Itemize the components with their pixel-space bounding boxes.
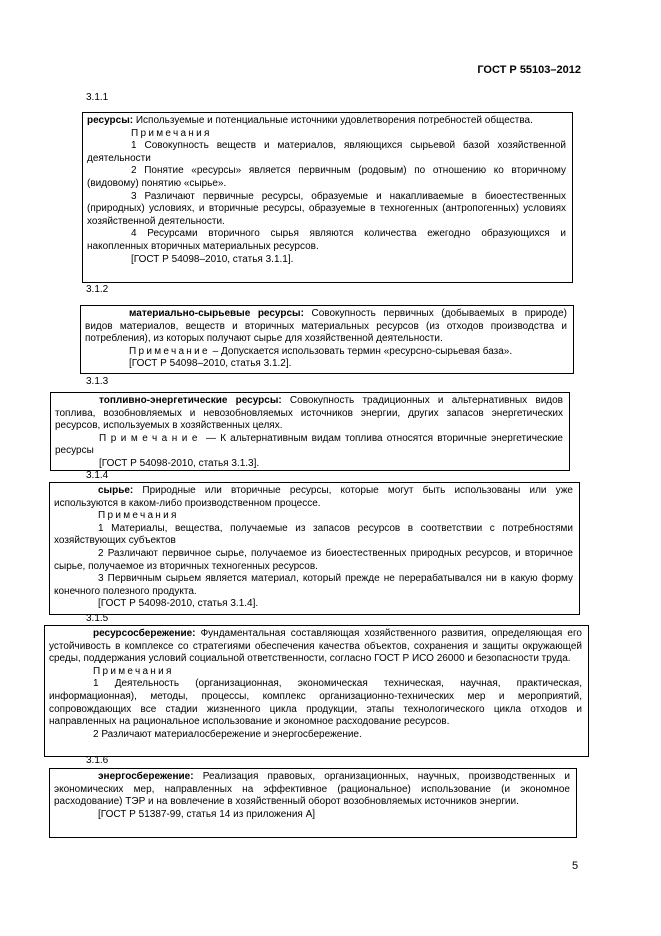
reference: [ГОСТ Р 54098-2010, статья 3.1.4]. — [98, 598, 259, 610]
term: ресурсосбережение: — [93, 628, 196, 639]
section-number: 3.1.5 — [86, 613, 109, 624]
note: 2 Понятие «ресурсы» является первичным (родовым) по отношению ко вторичному (видовому) понятию «сырье». — [87, 165, 566, 189]
term-definition: топливно-энергетические ресурсы: Совокупность традиционных и альтернативных видов топлива, возобновляемых и невозобновляемых источников энергии, других запасов энергетических ресурсов, используемых в хозяйственных целях. — [55, 395, 563, 432]
term-definition: сырье: Природные или вторичные ресурсы, которые могут быть использованы или уже используются в каком-либо производственном процессе. — [54, 485, 573, 509]
page-number: 5 — [572, 860, 579, 872]
term-definition: энергосбережение: Реализация правовых, организационных, научных, производственных и экономических мер, направленных на эффективное (рациональное) использование (и экономное расходование) ТЭР и на вовлечение в хозяйственный оборот возобновляемых источников энергии. — [54, 771, 570, 808]
note: 3 Различают первичные ресурсы, образуемые и накапливаемые в биоестественных (природных) условиях, и вторичные ресурсы, образуемые в техногенных (антропогенных) условиях хозяйственной деятельности. — [87, 190, 566, 227]
section-number: 3.1.3 — [86, 376, 109, 387]
note: Примечание – Допускается использовать термин «ресурсно-сырьевая база». — [129, 345, 513, 357]
note: Примечание — К альтернативным видам топлива относятся вторичные энергетические ресурсы — [55, 432, 563, 457]
notes-title: Примечания — [98, 510, 179, 522]
reference: [ГОСТ Р 54098-2010, статья 3.1.3]. — [99, 457, 260, 469]
term-box-resource-saving — [44, 625, 589, 757]
term: энергосбережение: — [98, 771, 194, 782]
term: сырье: — [98, 485, 134, 496]
document-header: ГОСТ Р 55103–2012 — [477, 64, 581, 76]
note: 2 Различают первичное сырье, получаемое из биоестественных природных ресурсов, и вторичное сырье, получаемое из вторичных техногенных ресурсов. — [54, 547, 573, 572]
reference: [ГОСТ Р 51387-99, статья 14 из приложения А] — [98, 808, 316, 820]
note: 1 Материалы, вещества, получаемые из запасов ресурсов в соответствии с потребностями хозяйствующих субъектов — [54, 522, 573, 547]
term-box-raw-materials — [49, 482, 580, 615]
term: материально-сырьевые ресурсы: — [129, 308, 304, 319]
term-box-resources — [82, 112, 573, 283]
notes-title: Примечания — [93, 665, 174, 677]
note: 1 Деятельность (организационная, экономическая техническая, научная, практическая, информационная), методы, процессы, комплекс организационно-технических мер и мероприятий, сопровождающих все стадии жизненного цикла продукции, этапы технологического цикла отходов и направленных на рациональное использование и экономное расходование ресурсов. — [49, 678, 582, 728]
note: 3 Первичным сырьем является материал, который прежде не перерабатывался ни в какую форму конечного полезного продукта. — [54, 573, 573, 597]
term-box-energy-saving — [49, 768, 577, 838]
notes-title: Примечания — [131, 127, 212, 139]
note: 2 Различают материалосбережение и энергосбережение. — [93, 728, 362, 740]
section-number: 3.1.6 — [86, 755, 109, 766]
term-box-fuel-energy-resources — [50, 392, 570, 471]
section-number: 3.1.1 — [86, 92, 109, 103]
term-definition: материально-сырьевые ресурсы: Совокупность первичных (добываемых в природе) видов материалов, веществ и вторичных материальных ресурсов (из отходов производства и потребления), из которых получают сырье для хозяйственной деятельности. — [85, 308, 567, 345]
term: топливно-энергетические ресурсы: — [99, 395, 282, 406]
reference: [ГОСТ Р 54098–2010, статья 3.1.1]. — [131, 253, 294, 265]
section-number: 3.1.2 — [86, 284, 109, 295]
term: ресурсы: — [87, 115, 134, 126]
note: 4 Ресурсами вторичного сырья являются количества ежегодно образующихся и накопленных вторичных материальных ресурсов. — [87, 228, 566, 252]
section-number: 3.1.4 — [86, 470, 109, 481]
reference: [ГОСТ Р 54098–2010, статья 3.1.2]. — [129, 358, 292, 370]
note: 1 Совокупность веществ и материалов, являющихся сырьевой базой хозяйственной деятельности — [87, 140, 566, 164]
term-definition: ресурсы: Используемые и потенциальные источники удовлетворения потребностей общества. — [87, 115, 533, 126]
term-definition: ресурсосбережение: Фундаментальная составляющая хозяйственного развития, определяющая его устойчивость в комплексе со стратегиями обеспечения качества объектов, сохранения и защиты окружающей среды, поддержания условий социальной ответственности, согласно ГОСТ Р ИСО 26000 и безопасности труда. — [49, 628, 582, 665]
term-box-material-resources — [80, 305, 574, 374]
